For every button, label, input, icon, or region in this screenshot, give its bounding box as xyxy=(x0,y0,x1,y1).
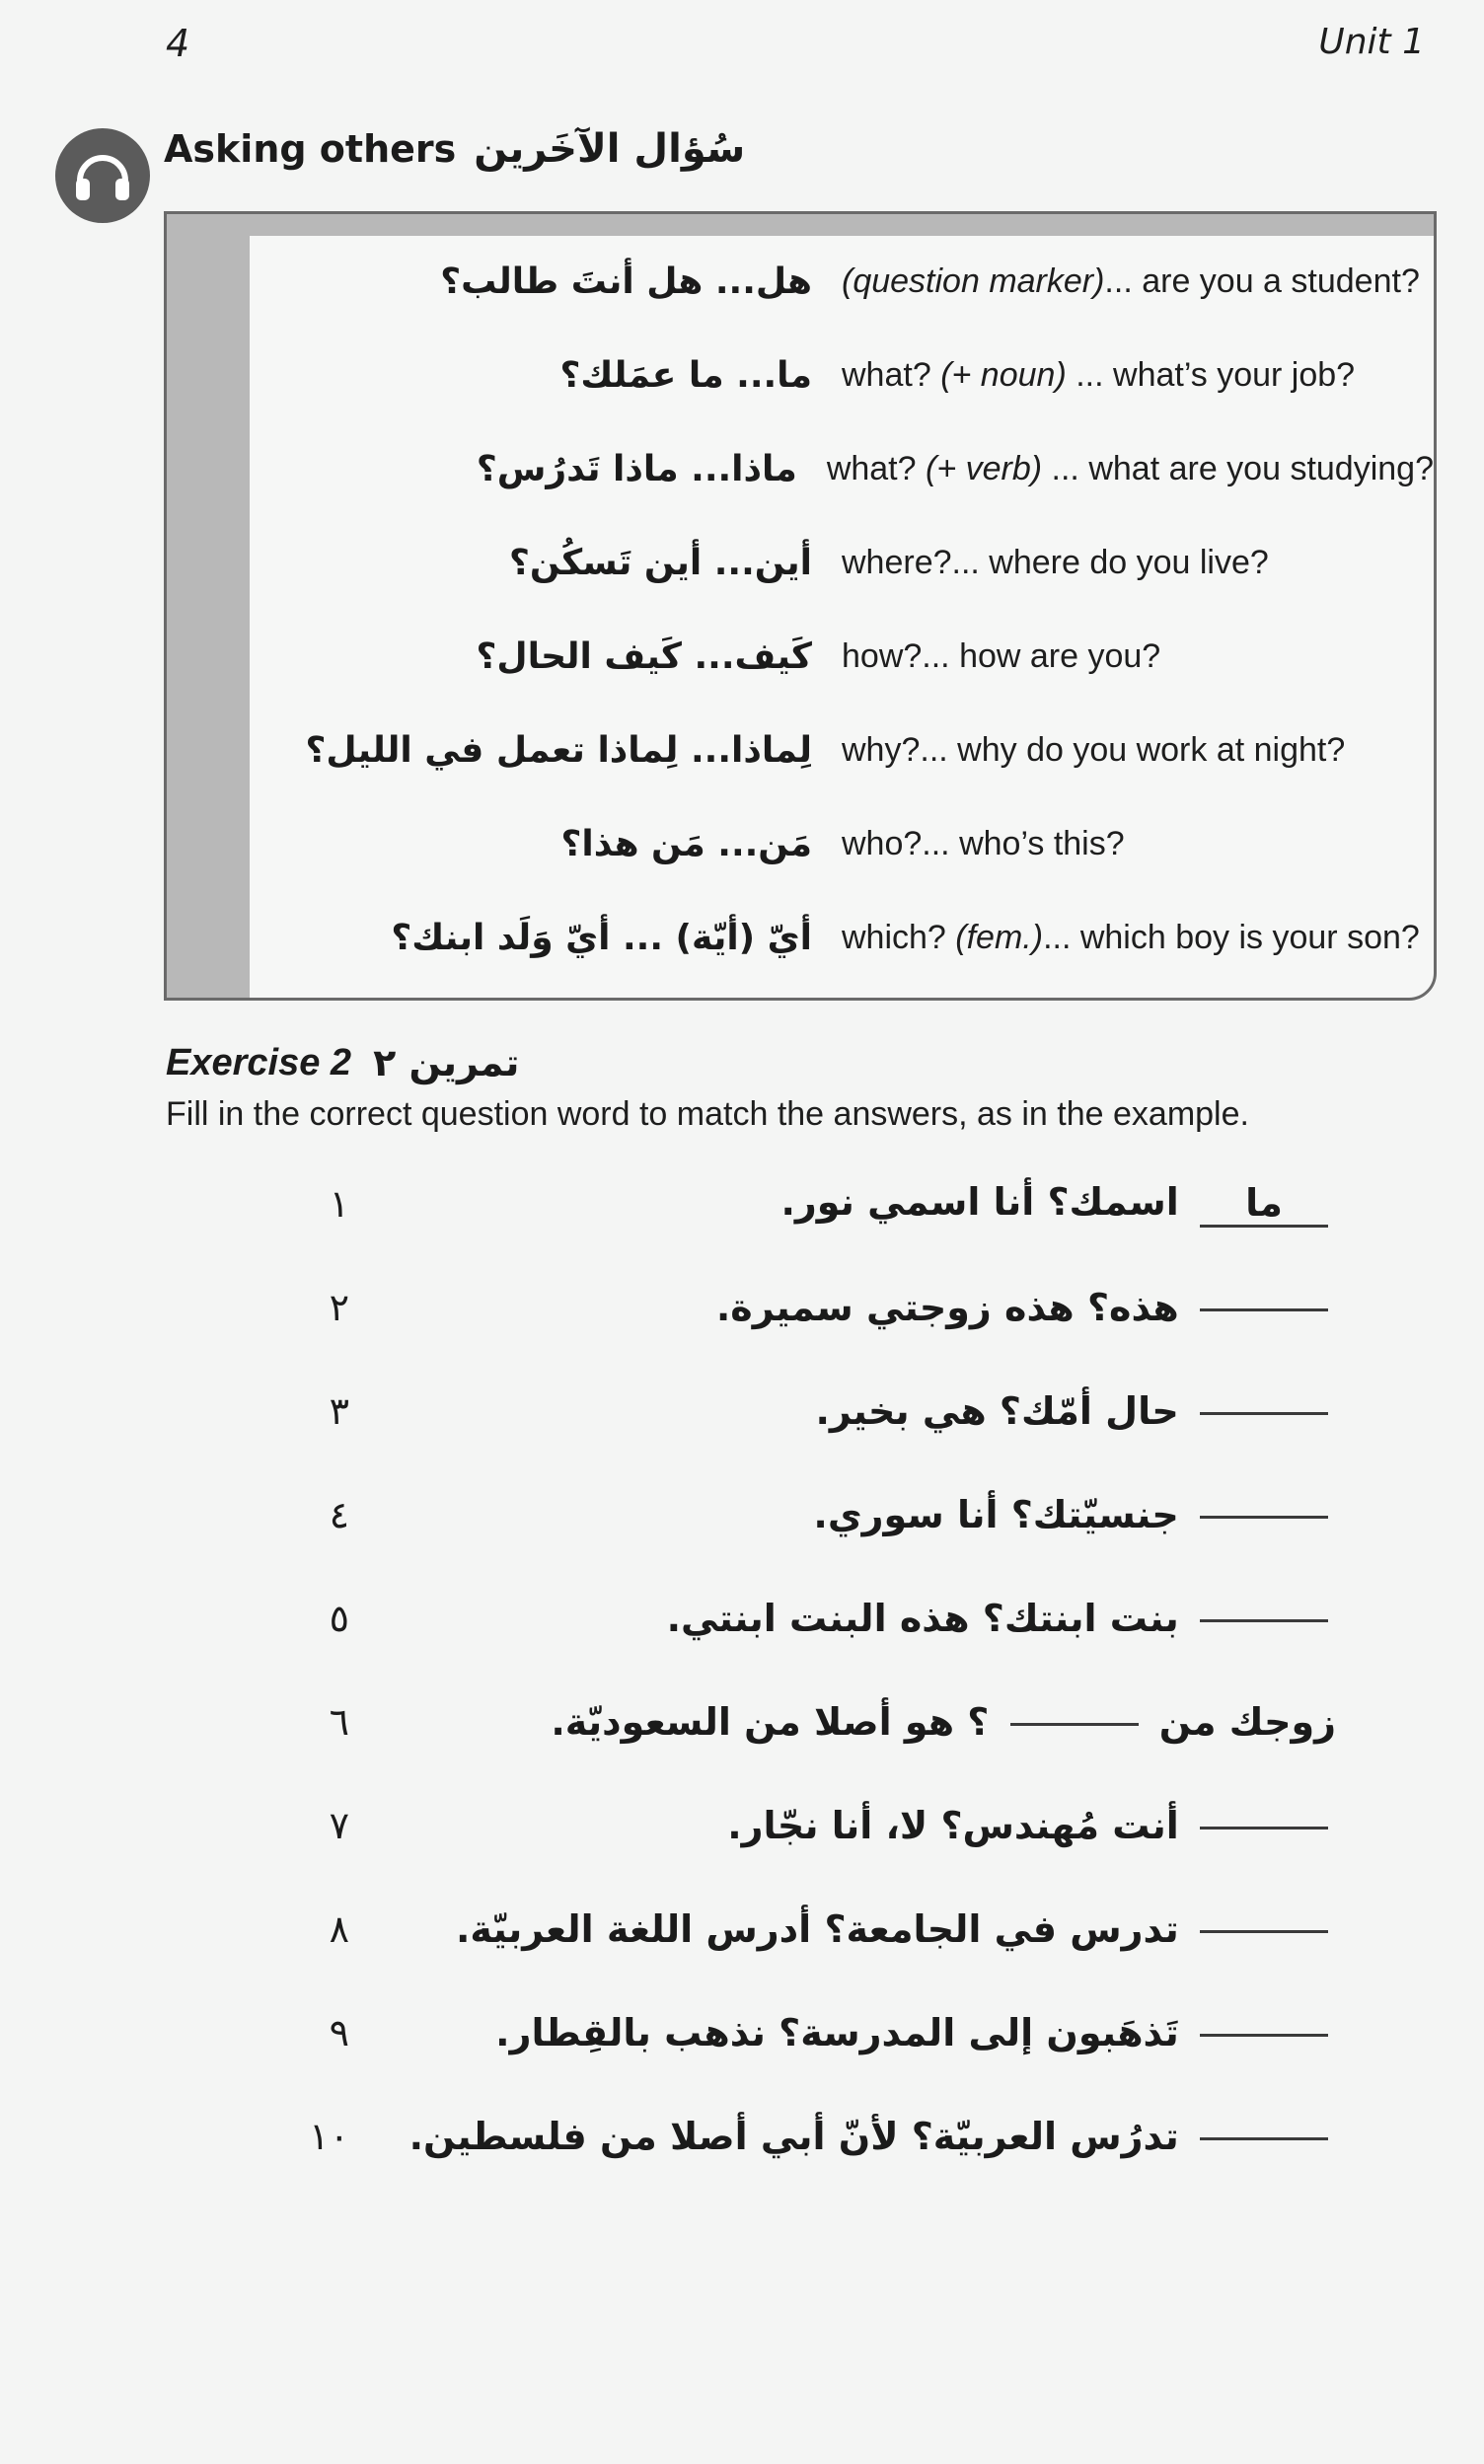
question-en: what? (+ noun) ... what’s your job? xyxy=(842,355,1356,394)
section-title-en: Asking others xyxy=(164,127,457,171)
item-number: ٥ xyxy=(329,1597,349,1640)
question-row xyxy=(250,710,1434,789)
question-ar: ماذا... ماذا تَدرُس؟ xyxy=(476,448,797,489)
question-ar: كَيف... كَيف الحال؟ xyxy=(476,635,812,677)
section-heading xyxy=(164,126,1052,172)
exercise-item xyxy=(270,1273,1356,1342)
section-title-ar: سُؤال الآخَرين xyxy=(474,126,746,172)
item-sentence: زوجك من ؟ هو أصلا من السعوديّة. xyxy=(551,1700,1336,1744)
question-en: which? (fem.)... which boy is your son? xyxy=(842,918,1420,956)
answer-blank[interactable]: ما xyxy=(1200,1181,1328,1228)
question-row xyxy=(250,336,1434,414)
exercise-title-ar: تمرين ٢ xyxy=(373,1041,520,1084)
answer-blank[interactable] xyxy=(1200,2034,1328,2037)
exercise-item xyxy=(270,1895,1356,1964)
question-ar: ما... ما عمَلك؟ xyxy=(559,354,812,396)
answer-blank[interactable] xyxy=(1200,1516,1328,1519)
exercise-item xyxy=(270,2102,1356,2171)
item-number: ٨ xyxy=(329,1907,349,1951)
question-words-box xyxy=(164,211,1437,1001)
question-en: where?... where do you live? xyxy=(842,543,1269,581)
item-number: ٩ xyxy=(329,2011,349,2054)
exercise-item xyxy=(270,1169,1356,1238)
item-sentence: تدرس في الجامعة؟ أدرس اللغة العربيّة. xyxy=(349,1907,1356,1951)
answer-blank[interactable] xyxy=(1200,2137,1328,2140)
answer-blank[interactable] xyxy=(1200,1827,1328,1829)
item-number: ٣ xyxy=(329,1389,349,1433)
item-number: ١٠ xyxy=(309,2115,349,2158)
question-ar: هل... هل أنتَ طالب؟ xyxy=(440,261,812,302)
question-ar: أيّ (أيّة) ... أيّ وَلَد ابنك؟ xyxy=(391,917,812,958)
question-en: (question marker)... are you a student? xyxy=(842,261,1420,300)
question-row xyxy=(250,429,1434,508)
question-row xyxy=(250,242,1434,321)
exercise-item xyxy=(270,1377,1356,1446)
question-en: what? (+ verb) ... what are you studying? xyxy=(826,449,1434,487)
item-sentence: هذه؟ هذه زوجتي سميرة. xyxy=(349,1286,1356,1329)
item-sentence: بنت ابنتك؟ هذه البنت ابنتي. xyxy=(349,1597,1356,1640)
item-number: ٧ xyxy=(329,1804,349,1847)
question-row xyxy=(250,898,1434,977)
answer-blank[interactable] xyxy=(1010,1723,1139,1726)
exercise-title xyxy=(166,1041,519,1084)
question-row xyxy=(250,804,1434,883)
question-row xyxy=(250,523,1434,602)
item-sentence: ما اسمك؟ أنا اسمي نور. xyxy=(349,1180,1356,1228)
exercise-item xyxy=(270,1480,1356,1549)
answer-blank[interactable] xyxy=(1200,1930,1328,1933)
exercise-instructions: Fill in the correct question word to match the answers, as in the example. xyxy=(166,1095,1249,1133)
box-top-bar xyxy=(167,214,1434,236)
question-ar: لِماذا... لِماذا تعمل في الليل؟ xyxy=(305,729,812,771)
box-side-bar xyxy=(167,214,250,998)
item-number: ٤ xyxy=(329,1493,349,1536)
question-ar: مَن... مَن هذا؟ xyxy=(560,823,812,864)
item-sentence: تدرُس العربيّة؟ لأنّ أبي أصلا من فلسطين. xyxy=(349,2115,1356,2158)
item-sentence: جنسيّتك؟ أنا سوري. xyxy=(349,1493,1356,1536)
item-number: ٦ xyxy=(329,1700,349,1744)
exercise-item xyxy=(270,1791,1356,1860)
answer-blank[interactable] xyxy=(1200,1308,1328,1311)
question-ar: أين... أين تَسكُن؟ xyxy=(509,542,812,583)
exercise-title-en: Exercise 2 xyxy=(166,1041,352,1083)
exercise-item xyxy=(270,1584,1356,1653)
question-en: why?... why do you work at night? xyxy=(842,730,1346,769)
exercise-item xyxy=(270,1687,1356,1756)
question-en: how?... how are you? xyxy=(842,636,1161,675)
answer-blank[interactable] xyxy=(1200,1619,1328,1622)
item-sentence: تَذهَبون إلى المدرسة؟ نذهب بالقِطار. xyxy=(349,2011,1356,2054)
answer-blank[interactable] xyxy=(1200,1412,1328,1415)
question-en: who?... who’s this? xyxy=(842,824,1125,862)
item-sentence: أنت مُهندس؟ لا، أنا نجّار. xyxy=(349,1804,1356,1847)
page-number: 4 xyxy=(166,22,190,65)
headphones-icon[interactable] xyxy=(55,128,150,223)
item-number: ١ xyxy=(329,1182,349,1226)
running-head: Unit 1 xyxy=(1318,22,1425,62)
item-sentence: حال أمّك؟ هي بخير. xyxy=(349,1389,1356,1433)
item-number: ٢ xyxy=(329,1286,349,1329)
question-row xyxy=(250,617,1434,696)
exercise-item xyxy=(270,1998,1356,2067)
